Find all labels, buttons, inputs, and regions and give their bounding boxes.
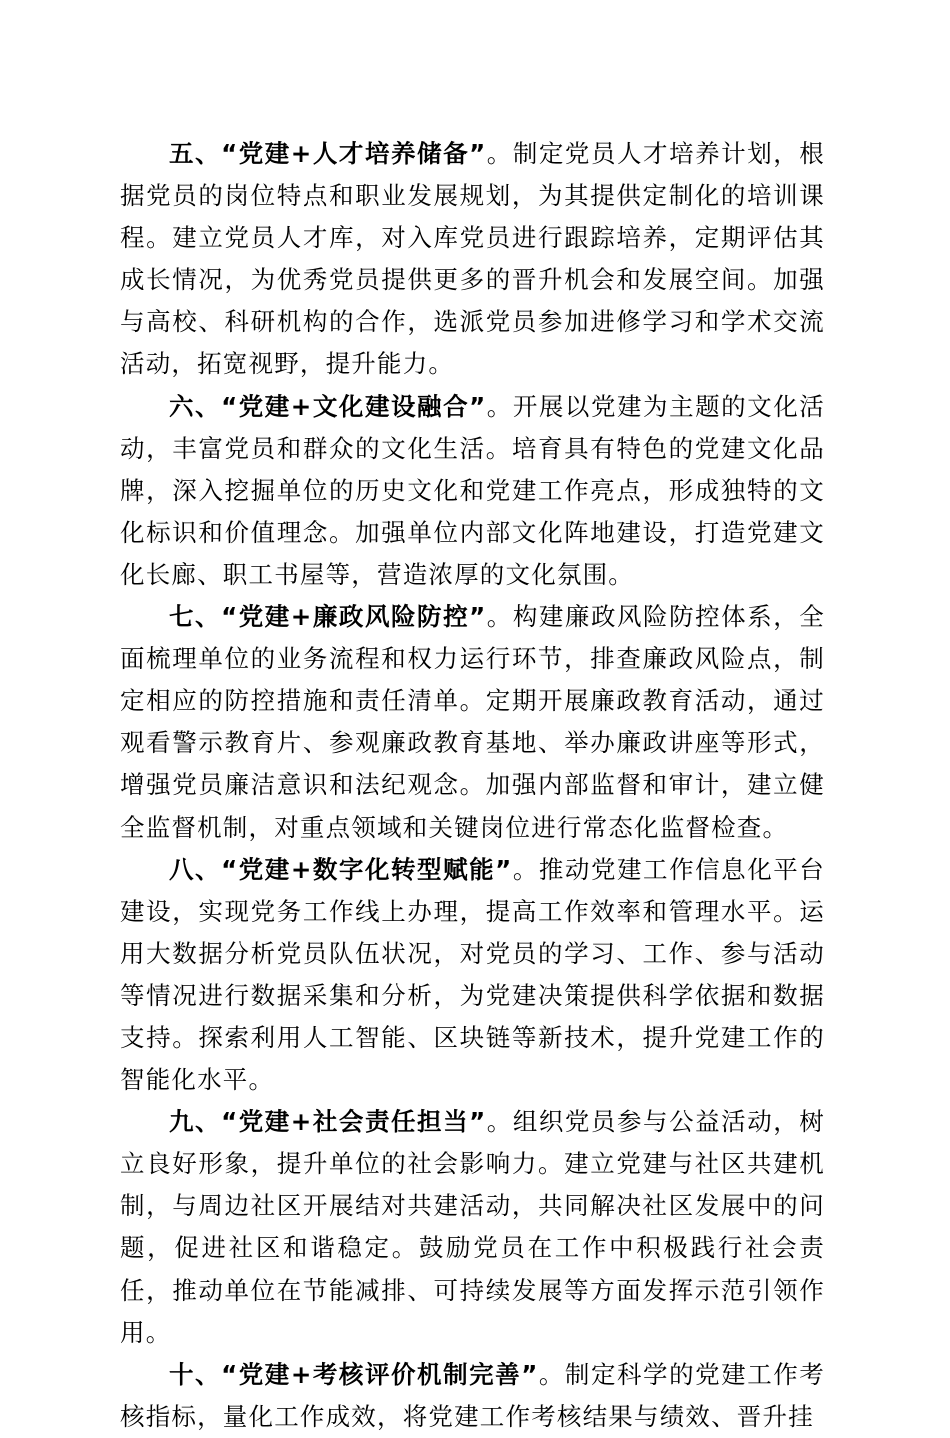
paragraph-body: 。组织党员参与公益活动，树立良好形象，提升单位的社会影响力。建立党建与社区共建机制，与周边社区开展结对共建活动，共同解决社区发展中的问题，促进社区和谐稳定。鼓励党员在工作中积极践行社会责任，推动单位在节能减排、可持续发展等方面发挥示范引领作用。 — [120, 1107, 825, 1347]
paragraph-digital-transformation — [120, 849, 825, 1102]
document-page — [120, 133, 825, 1438]
paragraph-body: 。构建廉政风险防控体系，全面梳理单位的业务流程和权力运行环节，排查廉政风险点，制定相应的防控措施和责任清单。定期开展廉政教育活动，通过观看警示教育片、参观廉政教育基地、举办廉政讲座等形式，增强党员廉洁意识和法纪观念。加强内部监督和审计，建立健全监督机制，对重点领域和关键岗位进行常态化监督检查。 — [120, 602, 825, 842]
paragraph-heading: 七、“党建+廉政风险防控” — [169, 602, 487, 632]
paragraph-talent-cultivation — [120, 133, 825, 386]
paragraph-culture-integration — [120, 386, 825, 596]
paragraph-body: 。推动党建工作信息化平台建设，实现党务工作线上办理，提高工作效率和管理水平。运用大数据分析党员队伍状况，对党员的学习、工作、参与活动等情况进行数据采集和分析，为党建决策提供科学依据和数据支持。探索利用人工智能、区块链等新技术，提升党建工作的智能化水平。 — [120, 854, 825, 1095]
paragraph-assessment-mechanism — [120, 1354, 825, 1438]
paragraph-social-responsibility — [120, 1101, 825, 1354]
paragraph-heading: 六、“党建+文化建设融合” — [169, 391, 487, 421]
paragraph-heading: 十、“党建+考核评价机制完善” — [169, 1359, 539, 1389]
paragraph-heading: 九、“党建+社会责任担当” — [169, 1107, 487, 1137]
paragraph-body: 。制定党员人才培养计划，根据党员的岗位特点和职业发展规划，为其提供定制化的培训课程。建立党员人才库，对入库党员进行跟踪培养，定期评估其成长情况，为优秀党员提供更多的晋升机会和发展空间。加强与高校、科研机构的合作，选派党员参加进修学习和学术交流活动，拓宽视野，提升能力。 — [120, 139, 825, 379]
paragraph-body: 。开展以党建为主题的文化活动，丰富党员和群众的文化生活。培育具有特色的党建文化品牌，深入挖掘单位的历史文化和党建工作亮点，形成独特的文化标识和价值理念。加强单位内部文化阵地建设，打造党建文化长廊、职工书屋等，营造浓厚的文化氛围。 — [120, 391, 825, 589]
paragraph-body: 。制定科学的党建工作考核指标，量化工作成效，将党建工作考核结果与绩效、晋升挂 — [120, 1359, 825, 1431]
paragraph-heading: 八、“党建+数字化转型赋能” — [169, 854, 513, 884]
paragraph-heading: 五、“党建+人才培养储备” — [169, 139, 487, 168]
paragraph-integrity-risk-control — [120, 596, 825, 849]
